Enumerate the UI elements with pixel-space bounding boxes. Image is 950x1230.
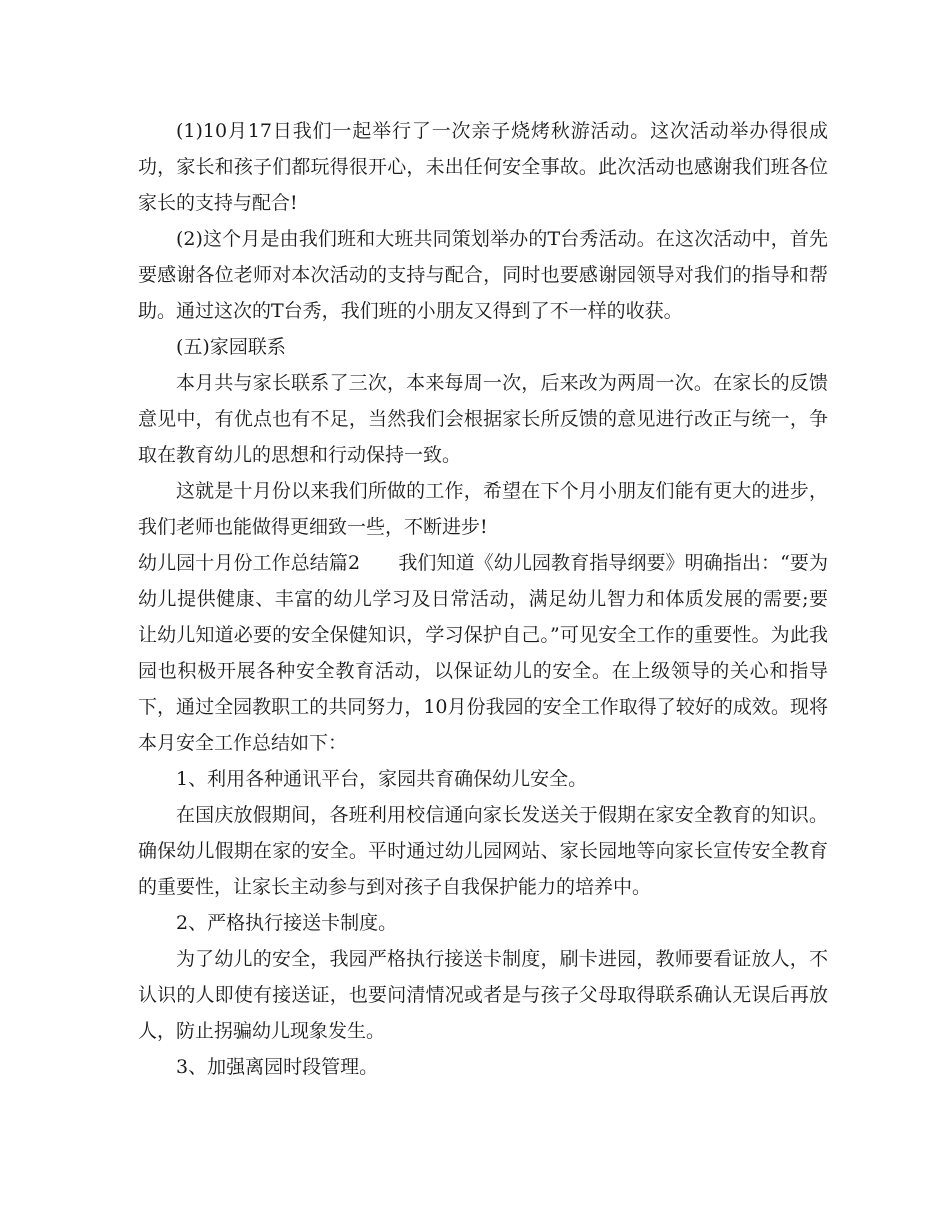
- paragraph-summary-part2: [138, 545, 828, 761]
- list-item-heading-1: 1、利用各种通讯平台，家园共育确保幼儿安全。: [176, 768, 588, 790]
- paragraph-holiday-safety: 在国庆放假期间，各班利用校信通向家长发送关于假期在家安全教育的知识。确保幼儿假期在家的安全。平时通过幼儿园网站、家长园地等向家长宣传安全教育的重要性，让家长主动参与到对孩子自我保护能力的培养中。: [138, 804, 828, 898]
- paragraph-activity-bbq: (1)10月17日我们一起举行了一次亲子烧烤秋游活动。这次活动举办得很成功，家长和孩子们都玩得很开心，未出任何安全事故。此次活动也感谢我们班各位家长的支持与配合!: [138, 120, 828, 214]
- article-title-part2: 幼儿园十月份工作总结篇2: [138, 552, 361, 574]
- document-body: [138, 113, 828, 1085]
- paragraph-closing: 这就是十月份以来我们所做的工作，希望在下个月小朋友们能有更大的进步，我们老师也能做得更细致一些，不断进步!: [138, 480, 828, 538]
- paragraph-activity-tshow: (2)这个月是由我们班和大班共同策划举办的T台秀活动。在这次活动中，首先要感谢各位老师对本次活动的支持与配合，同时也要感谢园领导对我们的指导和帮助。通过这次的T台秀，我们班的小朋友又得到了不一样的收获。: [138, 228, 828, 322]
- title-spacer: [360, 552, 398, 574]
- list-item-heading-2: 2、严格执行接送卡制度。: [176, 912, 398, 934]
- section-heading-home-school: (五)家园联系: [176, 336, 286, 358]
- list-item-heading-3: 3、加强离园时段管理。: [176, 1056, 379, 1078]
- paragraph-pickup-card: 为了幼儿的安全，我园严格执行接送卡制度，刷卡进园，教师要看证放人，不认识的人即使有接送证，也要问清情况或者是与孩子父母取得联系确认无误后再放人，防止拐骗幼儿现象发生。: [138, 948, 828, 1042]
- paragraph-home-school-contact: 本月共与家长联系了三次，本来每周一次，后来改为两周一次。在家长的反馈意见中，有优点也有不足，当然我们会根据家长所反馈的意见进行改正与统一，争取在教育幼儿的思想和行动保持一致。: [138, 372, 828, 466]
- paragraph-safety-intro: 我们知道《幼儿园教育指导纲要》明确指出：“要为幼儿提供健康、丰富的幼儿学习及日常活动，满足幼儿智力和体质发展的需要;要让幼儿知道必要的安全保健知识，学习保护自己。”可见安全工作的重要性。为此我园也积极开展各种安全教育活动，以保证幼儿的安全。在上级领导的关心和指导下，通过全园教职工的共同努力，10月份我园的安全工作取得了较好的成效。现将本月安全工作总结如下：: [138, 552, 828, 754]
